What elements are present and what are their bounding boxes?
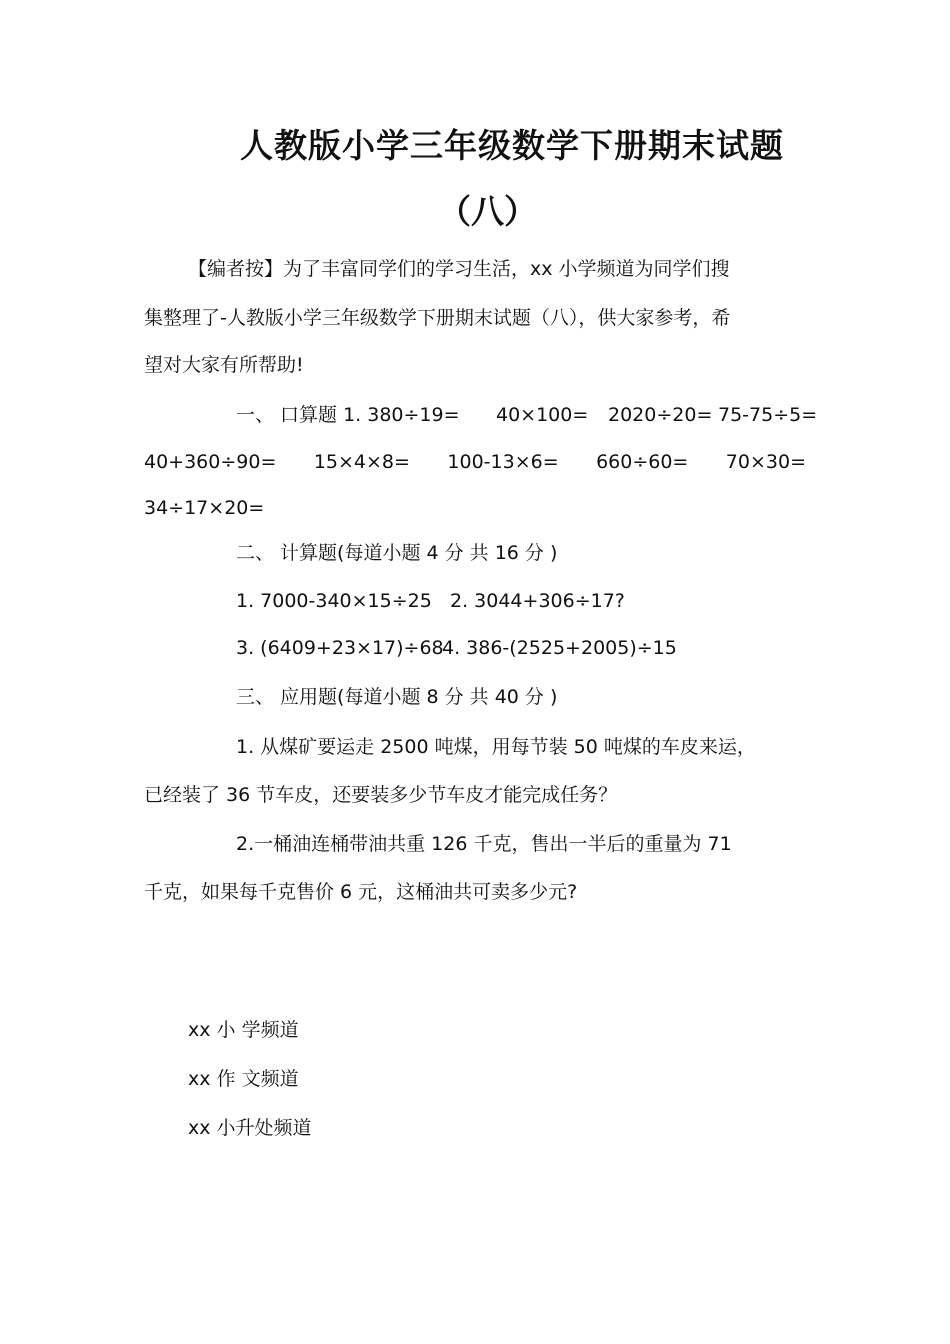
oral-problem: 15×4×8= (313, 451, 410, 473)
section3-heading: 三、 应用题(每道小题 8 分 共 40 分 ) (236, 686, 558, 708)
word-problem-line: 2.一桶油连桶带油共重 126 千克，售出一半后的重量为 71 (236, 833, 732, 855)
oral-problems-row (144, 450, 806, 474)
oral-problem: 2020÷20= (608, 404, 713, 426)
oral-problem: 40×100= (496, 404, 589, 426)
calc-problem: 3. (6409+23×17)÷68 (236, 637, 444, 659)
channel-link[interactable]: xx 小升处频道 (188, 1117, 312, 1139)
oral-problem: 34÷17×20= (144, 497, 265, 519)
section1-heading: 一、 口算题 1. 380÷19= (236, 404, 460, 426)
oral-problem: 660÷60= (596, 451, 689, 473)
intro-line: 集整理了-人教版小学三年级数学下册期末试题（八），供大家参考，希 (144, 307, 731, 329)
oral-problem: 70×30= (725, 451, 806, 473)
calc-problem: 1. 7000-340×15÷25 (236, 590, 432, 612)
calc-problem: 4. 386-(2525+2005)÷15 (442, 637, 677, 659)
word-problem-line: 千克，如果每千克售价 6 元，这桶油共可卖多少元? (144, 881, 578, 903)
word-problem-line: 已经装了 36 节车皮，还要装多少节车皮才能完成任务？ (144, 784, 618, 806)
document-title-number: （八） (438, 192, 537, 231)
oral-problem: 40+360÷90= (144, 451, 277, 473)
oral-problem: 75-75÷5= (718, 404, 818, 426)
oral-problem: 100-13×6= (447, 451, 559, 473)
intro-line: 【编者按】为了丰富同学们的学习生活，xx 小学频道为同学们搜 (188, 258, 730, 280)
section2-heading: 二、 计算题(每道小题 4 分 共 16 分 ) (236, 542, 558, 564)
channel-link[interactable]: xx 小 学频道 (188, 1019, 299, 1041)
word-problem-line: 1. 从煤矿要运走 2500 吨煤，用每节装 50 吨煤的车皮来运， (236, 736, 756, 758)
document-title: 人教版小学三年级数学下册期末试题 (240, 126, 784, 165)
calc-problem: 2. 3044+306÷17? (450, 590, 625, 612)
intro-line: 望对大家有所帮助! (144, 354, 304, 376)
channel-link[interactable]: xx 作 文频道 (188, 1068, 299, 1090)
